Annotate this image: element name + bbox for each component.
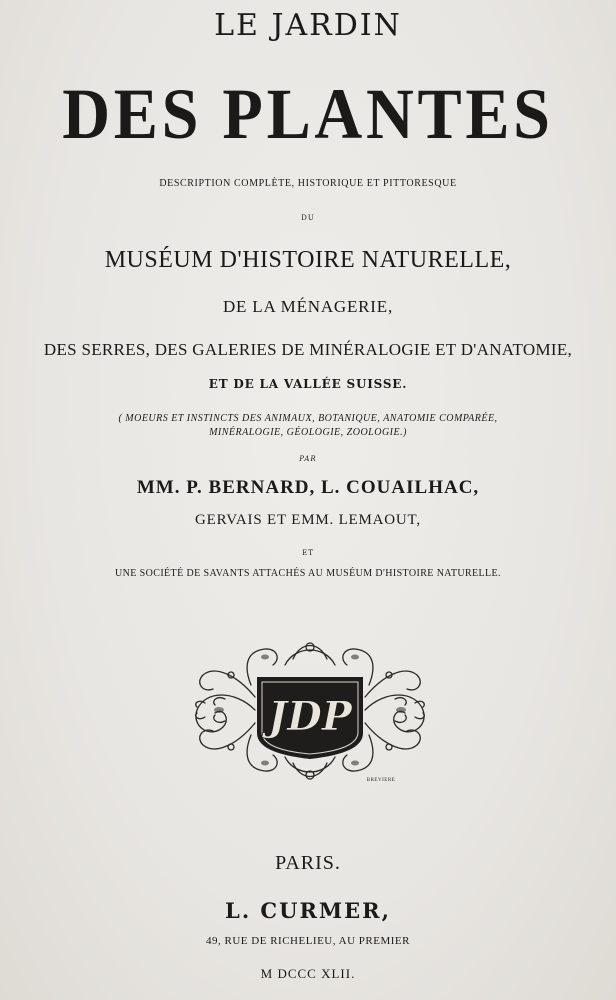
imprint-date: M DCCC XLII. (260, 966, 356, 981)
menagerie-line: DE LA MÉNAGERIE, (222, 297, 394, 316)
subjects-line-2: MINÉRALOGIE, GÉOLOGIE, ZOOLOGIE.) (209, 427, 407, 438)
serres-line: DES SERRES, DES GALERIES DE MINÉRALOGIE ET D'ANATOMIE, (43, 340, 573, 359)
museum-line: MUSÉUM D'HISTOIRE NATURELLE, (104, 247, 512, 273)
vignette-monogram: JDP (268, 693, 352, 740)
title-line-2: DES PLANTES (62, 74, 554, 154)
title-line-1: LE JARDIN (214, 8, 402, 43)
societe-line: UNE SOCIÉTÉ DE SAVANTS ATTACHÉS AU MUSÉUM D'HISTOIRE NATURELLE. (115, 568, 501, 579)
authors-line-1: MM. P. BERNARD, L. COUAILHAC, (136, 477, 480, 498)
imprint-city: PARIS. (275, 852, 341, 874)
imprint-address: 49, RUE DE RICHELIEU, AU PREMIER (206, 935, 410, 947)
imprint-publisher: L. CURMER, (225, 898, 391, 923)
authors-line-2: GERVAIS ET EMM. LEMAOUT, (195, 512, 421, 528)
par-line: PAR (299, 455, 317, 463)
subjects-line-1: ( MOEURS ET INSTINCTS DES ANIMAUX, BOTANIQUE, ANATOMIE COMPARÉE, (118, 413, 498, 424)
engraver-signature: BREVIERE (366, 778, 396, 783)
du-line: DU (301, 214, 315, 222)
vallee-line: ET DE LA VALLÉE SUISSE. (208, 377, 408, 391)
et-line: ET (302, 549, 314, 557)
description-line: DESCRIPTION COMPLÈTE, HISTORIQUE ET PITTORESQUE (159, 178, 457, 189)
ornamental-vignette (185, 635, 435, 785)
